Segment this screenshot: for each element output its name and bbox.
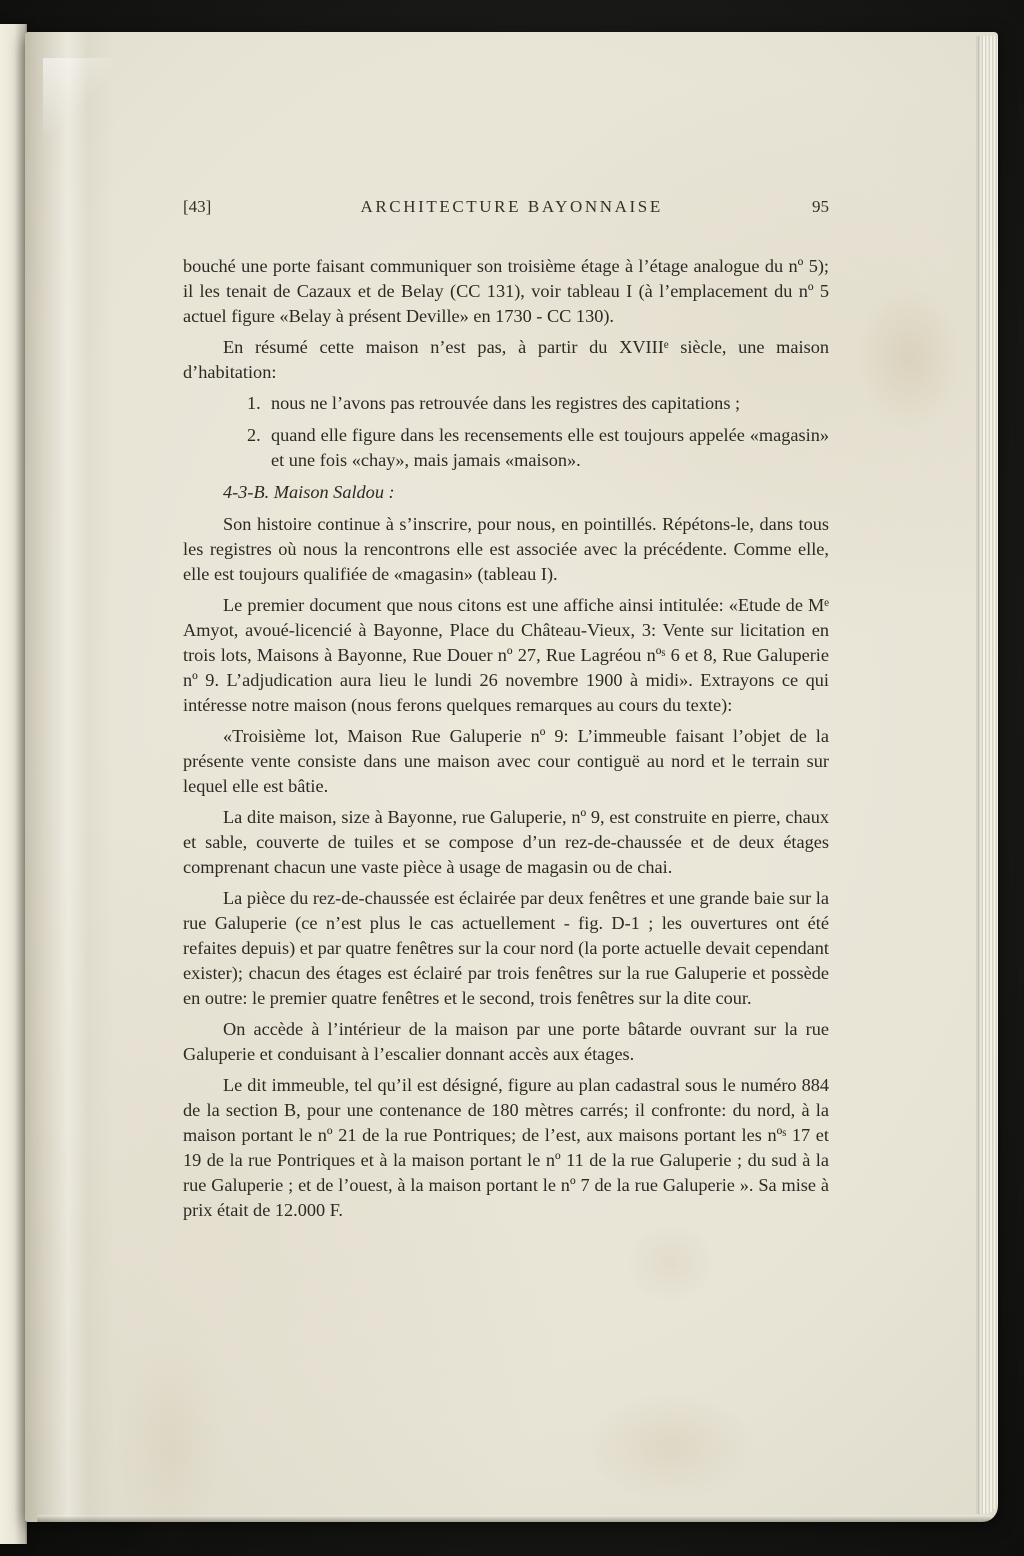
paragraph-resume: En résumé cette maison n’est pas, à partir du XVIIIᵉ siècle, une maison d’habitation: bbox=[183, 337, 829, 382]
page-bottom-edge bbox=[37, 1515, 992, 1522]
gutter-crease bbox=[25, 32, 115, 1522]
section-heading: 4-3-B. Maison Saldou : bbox=[223, 482, 395, 502]
page-stack-edge bbox=[976, 36, 998, 1514]
paper-stain bbox=[115, 1332, 225, 1556]
corner-fold bbox=[43, 58, 113, 148]
paragraph-continuation: bouché une porte faisant communiquer son troisième étage à l’étage analogue du nº 5); il les tenait de Cazaux et de Belay (CC 131), voir tableau I (à l’emplacement du nº 5 actuel figure «Belay à présent Deville» en 1730 - CC 130). bbox=[183, 256, 829, 326]
book-page bbox=[25, 32, 998, 1522]
paragraph: La dite maison, size à Bayonne, rue Galuperie, nº 9, est construite en pierre, chaux et sable, couverte de tuiles et se compose d’un rez-de-chaussée et de deux étages comprenant chacun une vaste pièce à usage de magasin ou de chai. bbox=[183, 807, 829, 877]
running-head bbox=[183, 197, 829, 217]
paper-stain bbox=[855, 282, 965, 432]
underlying-page-edge bbox=[0, 24, 27, 1544]
article-number: [43] bbox=[183, 197, 212, 216]
paragraph: Le premier document que nous citons est une affiche ainsi intitulée: «Etude de Mᵉ Amyot, avoué-licencié à Bayonne, Place du Château-Vieux, 3: Vente sur licitation en trois lots, Maisons à Bayonne, Rue Douer nº 27, Rue Lagréou nºˢ 6 et 8, Rue Galuperie nº 9. L’adjudication aura lieu le lundi 26 novembre 1900 à midi». Extrayons ce qui intéresse notre maison (nous ferons quelques remarques au cours du texte): bbox=[183, 595, 829, 715]
list-item bbox=[247, 423, 829, 473]
paper-stain bbox=[625, 1222, 715, 1302]
paragraph: «Troisième lot, Maison Rue Galuperie nº 9: L’immeuble faisant l’objet de la présente vente consiste dans une maison avec cour contiguë au nord et le terrain sur lequel elle est bâtie. bbox=[183, 726, 829, 796]
paragraph: Le dit immeuble, tel qu’il est désigné, figure au plan cadastral sous le numéro 884 de la section B, pour une contenance de 180 mètres carrés; il confronte: du nord, à la maison portant le nº 21 de la rue Pontriques; de l’est, aux maisons portant les nºˢ 17 et 19 de la rue Pontriques et à la maison portant le nº 11 de la rue Galuperie ; du sud à la rue Galuperie ; et de l’ouest, à la maison portant le nº 7 de la rue Galuperie ». Sa mise à prix était de 12.000 F. bbox=[183, 1075, 829, 1220]
paragraph: La pièce du rez-de-chaussée est éclairée par deux fenêtres et une grande baie sur la rue Galuperie (ce n’est plus le cas actuellement - fig. D-1 ; les ouvertures ont été refaites depuis) et par quatre fenêtres sur la cour nord (la porte actuelle devait cependant exister); chacun des étages est éclairé par trois fenêtres sur la rue Galuperie et possède en outre: le premier quatre fenêtres et le second, trois fenêtres sur la dite cour. bbox=[183, 888, 829, 1008]
list-text: nous ne l’avons pas retrouvée dans les registres des capitations ; bbox=[271, 393, 741, 413]
paragraph: On accède à l’intérieur de la maison par une porte bâtarde ouvrant sur la rue Galuperie et conduisant à l’escalier donnant accès aux étages. bbox=[183, 1019, 829, 1064]
list-text: quand elle figure dans les recensements elle est toujours appelée «magasin» et une fois «chay», mais jamais «maison». bbox=[271, 425, 829, 470]
body-text bbox=[183, 254, 829, 1229]
running-title: ARCHITECTURE BAYONNAISE bbox=[360, 197, 663, 216]
page-number: 95 bbox=[811, 197, 829, 216]
paragraph: Son histoire continue à s’inscrire, pour nous, en pointillés. Répétons-le, dans tous les registres où nous la rencontrons elle est associée avec la précédente. Comme elle, elle est toujours qualifiée de «magasin» (tableau I). bbox=[183, 514, 829, 584]
list-item bbox=[247, 391, 829, 416]
list-number: 2. bbox=[247, 425, 261, 445]
list-number: 1. bbox=[247, 393, 261, 413]
paper-stain bbox=[585, 1392, 755, 1502]
